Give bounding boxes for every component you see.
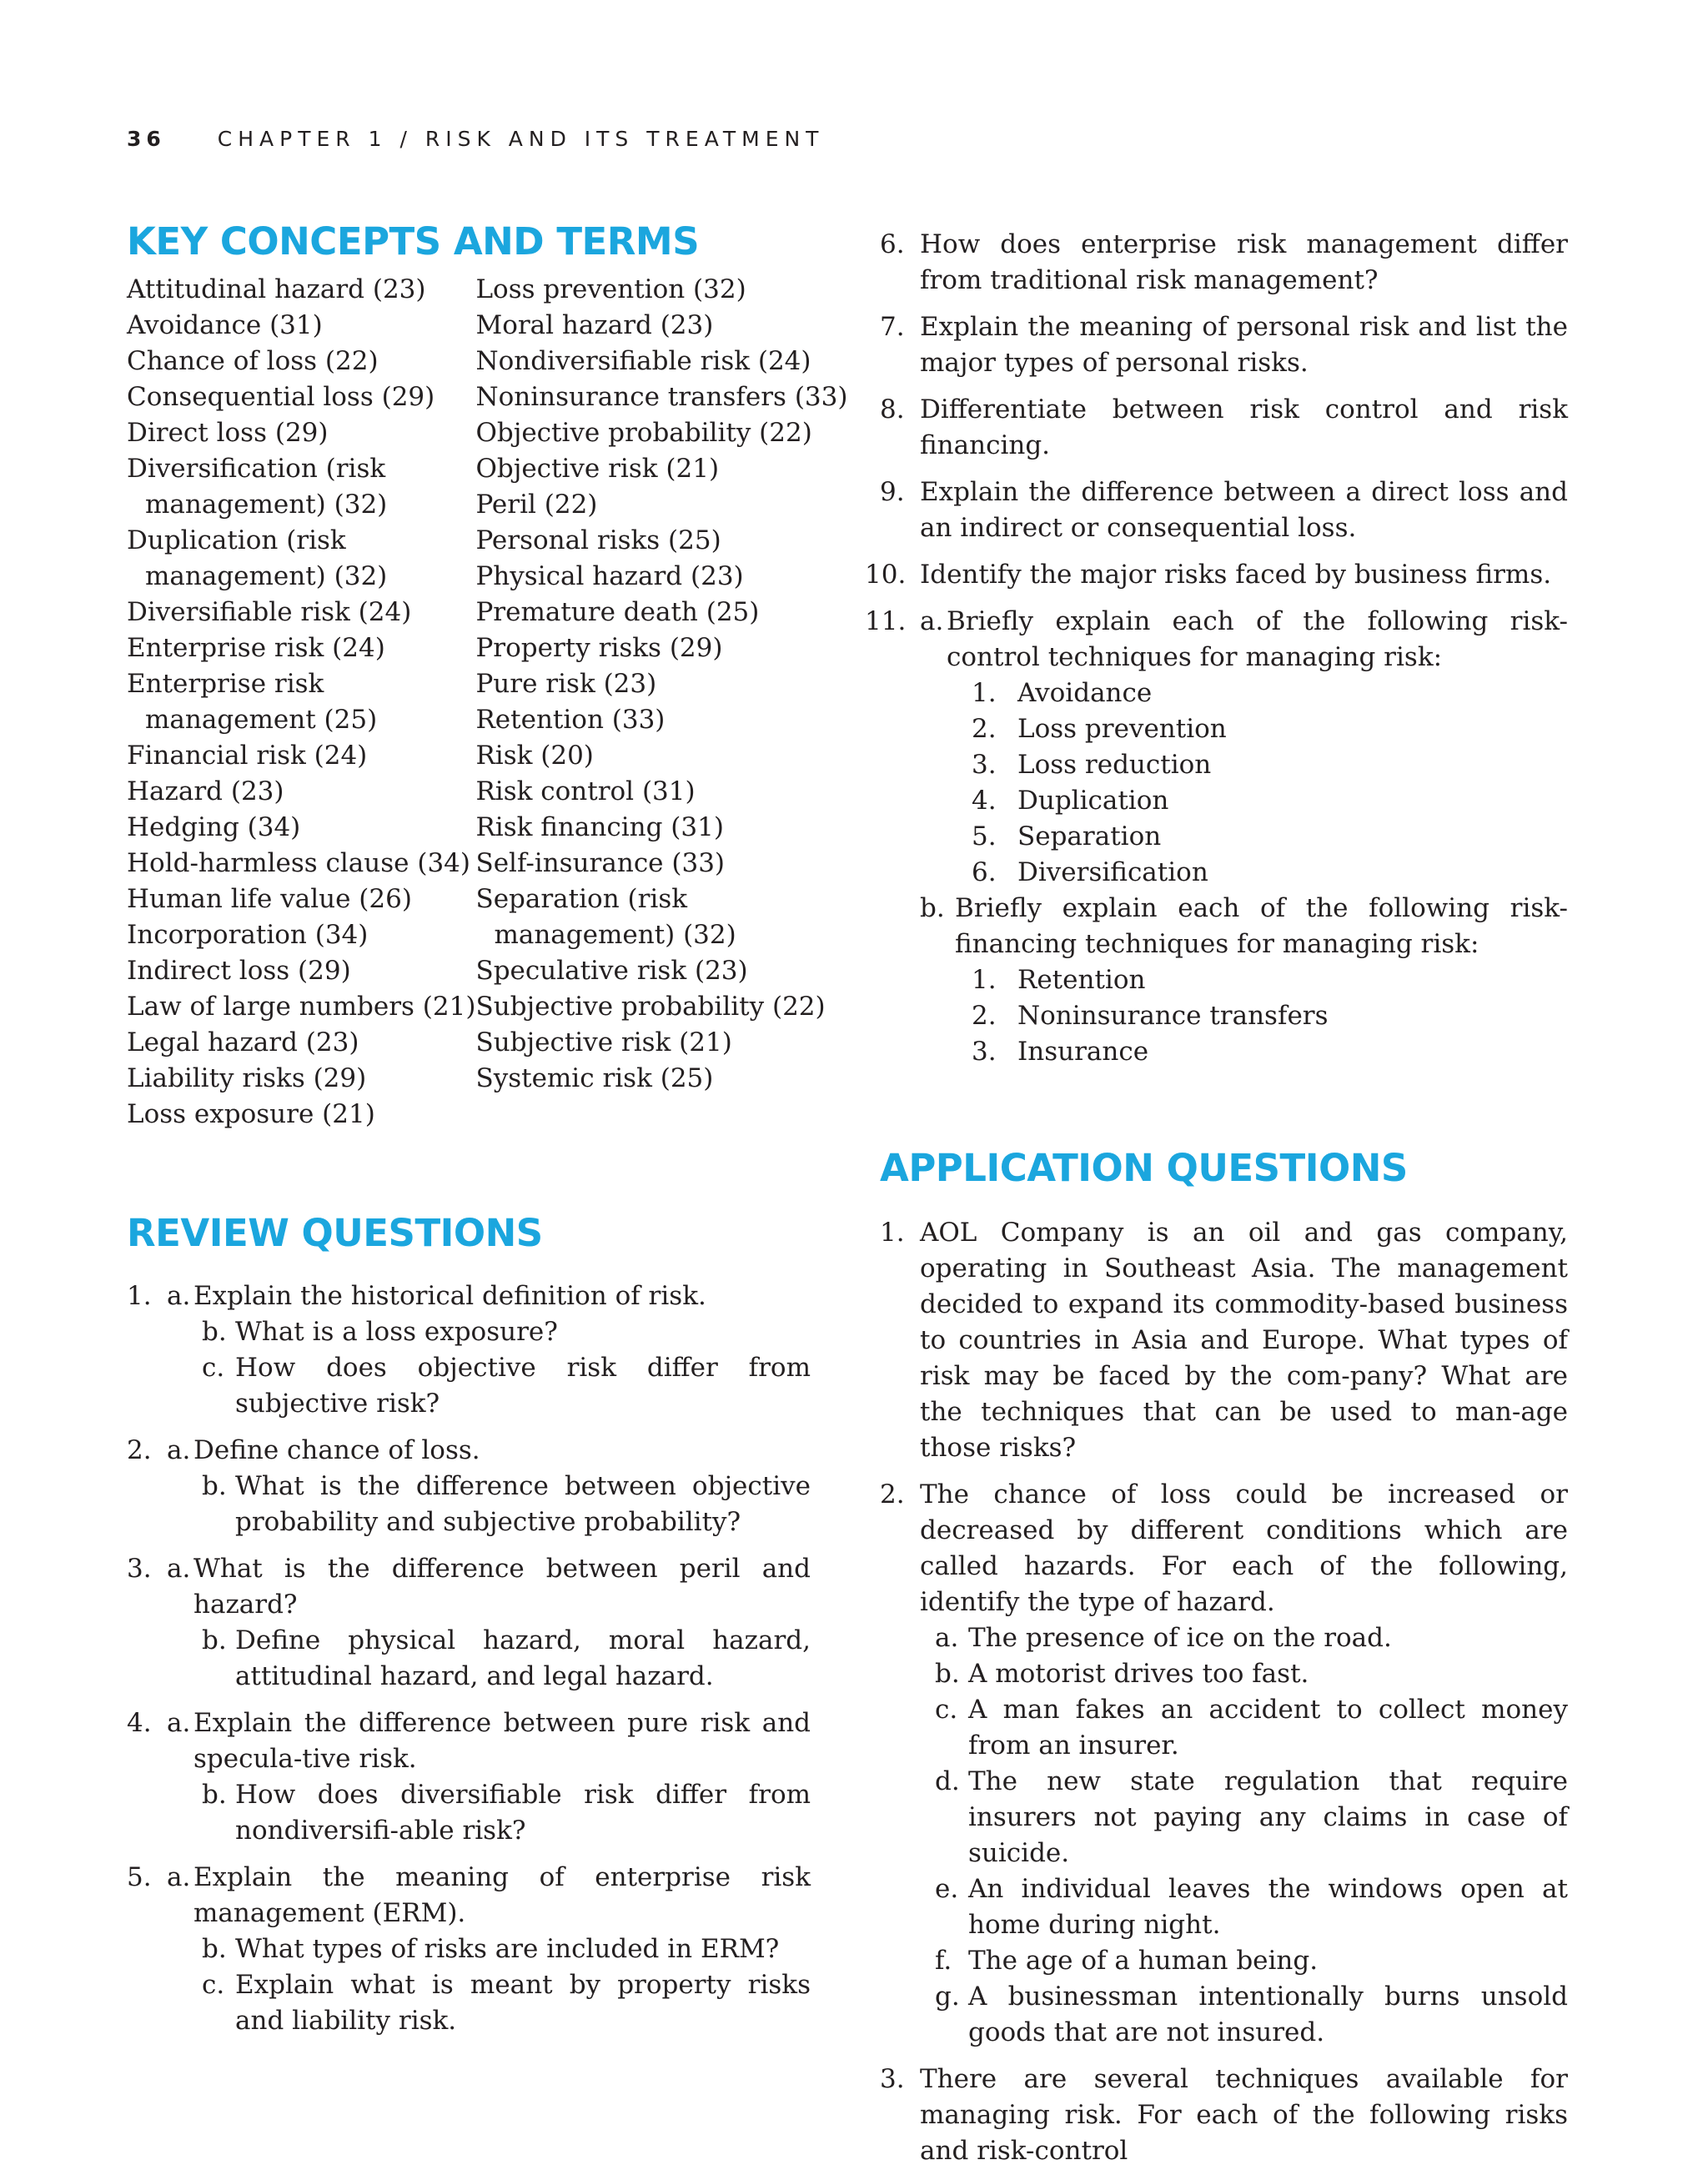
term-entry: Premature death (25) [475,597,760,627]
review-question: 10. Identify the major risks faced by business firms. [865,560,1552,590]
page-number: 36 [127,127,166,151]
term-entry: Objective risk (21) [475,454,720,484]
term-entry: Physical hazard (23) [475,561,744,591]
term-entry: Subjective probability (22) [475,992,826,1022]
term-entry: Speculative risk (23) [475,956,748,986]
term-entry: Nondiversifiable risk (24) [475,346,811,376]
hazard-example: c. A man fakes an accident to collect money from an insurer. [935,1695,1568,1761]
chapter-title: CHAPTER 1 / RISK AND ITS TREATMENT [217,127,825,151]
term-entry: Hold-harmless clause (34) [127,848,470,878]
term-entry: Risk control (31) [475,776,696,806]
technique-item: 1. Avoidance [972,678,1153,708]
technique-item: 2. Loss prevention [972,714,1227,744]
term-entry: Incorporation (34) [127,920,369,950]
term-entry: Moral hazard (23) [475,310,714,340]
review-question: 9. Explain the difference between a direct loss and an indirect or consequential loss. [880,477,1568,543]
hazard-example: b. A motorist drives too fast. [935,1659,1309,1689]
term-entry: Personal risks (25) [475,525,721,555]
term-entry: Liability risks (29) [127,1063,367,1093]
review-question: 1. a. Explain the historical definition of risk. b. What is a loss exposure? c. How does objective risk differ from subjective risk? [127,1281,811,1419]
running-head [127,127,824,151]
term-entry: Systemic risk (25) [475,1063,714,1093]
term-entry: Pure risk (23) [475,669,657,699]
term-entry: Risk financing (31) [475,812,724,842]
hazard-example: e. An individual leaves the windows open at home during night. [935,1874,1568,1940]
terms-column-1 [127,272,475,1133]
term-entry: Noninsurance transfers (33) [475,382,848,412]
review-questions-list [127,1278,811,2039]
technique-item: 3. Loss reduction [972,750,1212,780]
left-column [127,219,848,2050]
technique-item: 2. Noninsurance transfers [972,1001,1329,1031]
term-entry: Legal hazard (23) [127,1027,359,1057]
review-question: 8. Differentiate between risk control and risk financing. [880,394,1568,460]
hazard-example: d. The new state regulation that require insurers not paying any claims in case of suicide. [935,1766,1568,1868]
hazard-examples-list [920,1620,1568,2051]
hazard-example: g. A businessman intentionally burns unsold goods that are not insured. [935,1982,1568,2047]
risk-financing-techniques-list [972,962,1568,1070]
term-entry: Loss prevention (32) [475,274,746,304]
technique-item: 3. Insurance [972,1037,1149,1067]
hazard-example: f. The age of a human being. [935,1946,1319,1976]
key-terms-list [127,272,848,1133]
review-question: 7. Explain the meaning of personal risk and list the major types of personal risks. [880,312,1568,378]
review-question: 6. How does enterprise risk management differ from traditional risk management? [880,229,1568,295]
review-question: 5. a. Explain the meaning of enterprise risk management (ERM). b. What types of risks are included in ERM? c. Explain what is meant by property risks and liability risk. [127,1862,811,2036]
term-entry: Duplication (risk [127,525,346,555]
review-question: 11. a. Briefly explain each of the following risk-control techniques for managing risk: 1. Avoidance 2. Loss prevention 3. Loss reduction 4. Duplication 5. Separation 6. Diversification b. Briefly explain each of the following risk-financing techniques for managing risk: 1. Retention 2. Noninsurance transfers 3. Insurance [865,604,1568,1070]
term-entry: management (25) [145,705,378,735]
term-entry: Human life value (26) [127,884,412,914]
term-entry: Objective probability (22) [475,418,812,448]
term-entry: Consequential loss (29) [127,382,435,412]
review-question: 4. a. Explain the difference between pure risk and specula-tive risk. b. How does diversifiable risk differ from nondiversifi-able risk? [127,1708,811,1846]
application-question: 3. There are several techniques available for managing risk. For each of the following risks and risk-control [880,2064,1568,2166]
application-question: 1. AOL Company is an oil and gas company, operating in Southeast Asia. The management decided to expand its commodity-based business to countries in Asia and Europe. What types of risk may be faced by the com-pany? What are the techniques that can be used to man-age those risks? [880,1218,1568,1463]
review-question: 2. a. Define chance of loss. b. What is the difference between objective probability and subjective probability? [127,1435,811,1537]
term-entry: Enterprise risk (24) [127,633,385,663]
term-entry: Risk (20) [475,741,594,771]
term-entry: Diversification (risk [127,454,386,484]
right-column [865,227,1568,2180]
term-entry: Retention (33) [475,705,666,735]
application-questions-heading: APPLICATION QUESTIONS [880,1146,1408,1190]
term-entry: Avoidance (31) [127,310,323,340]
term-entry: Peril (22) [475,490,598,520]
term-entry: Law of large numbers (21) [127,992,476,1022]
application-questions-list [880,1215,1568,2169]
term-entry: Chance of loss (22) [127,346,379,376]
term-entry: Attitudinal hazard (23) [127,274,426,304]
technique-item: 5. Separation [972,821,1162,851]
term-entry: Subjective risk (21) [475,1027,732,1057]
term-entry: Hedging (34) [127,812,301,842]
term-entry: management) (32) [145,490,388,520]
term-entry: management) (32) [145,561,388,591]
term-entry: Self-insurance (33) [475,848,726,878]
term-entry: Diversifiable risk (24) [127,597,412,627]
term-entry: Hazard (23) [127,776,284,806]
terms-column-2 [475,272,847,1133]
term-entry: Financial risk (24) [127,741,368,771]
key-concepts-heading: KEY CONCEPTS AND TERMS [127,219,700,264]
technique-item: 4. Duplication [972,786,1169,816]
term-entry: Loss exposure (21) [127,1099,375,1129]
hazard-example: a. The presence of ice on the road. [935,1623,1392,1653]
technique-item: 1. Retention [972,965,1146,995]
term-entry: Direct loss (29) [127,418,329,448]
review-question: 3. a. What is the difference between peril and hazard? b. Define physical hazard, moral hazard, attitudinal hazard, and legal hazard. [127,1554,811,1691]
technique-item: 6. Diversification [972,857,1208,887]
term-entry: Separation (risk [475,884,688,914]
term-entry: Property risks (29) [475,633,723,663]
risk-control-techniques-list [972,676,1568,891]
term-entry: management) (32) [494,920,736,950]
term-entry: Enterprise risk [127,669,324,699]
review-questions-heading: REVIEW QUESTIONS [127,1211,543,1255]
application-question: 2. The chance of loss could be increased or decreased by different conditions which are called hazards. For each of the following, identify the type of hazard. a. The presence of ice on the road. b. A motorist drives too fast. c. A man fakes an accident to collect money from an insurer. d. The new state regulation that require insurers not paying any claims in case of suicide. e. An individual leaves the windows open at home during night. f. The age of a human being. g. A businessman intentionally burns unsold goods that are not insured. [880,1477,1568,2051]
term-entry: Indirect loss (29) [127,956,351,986]
